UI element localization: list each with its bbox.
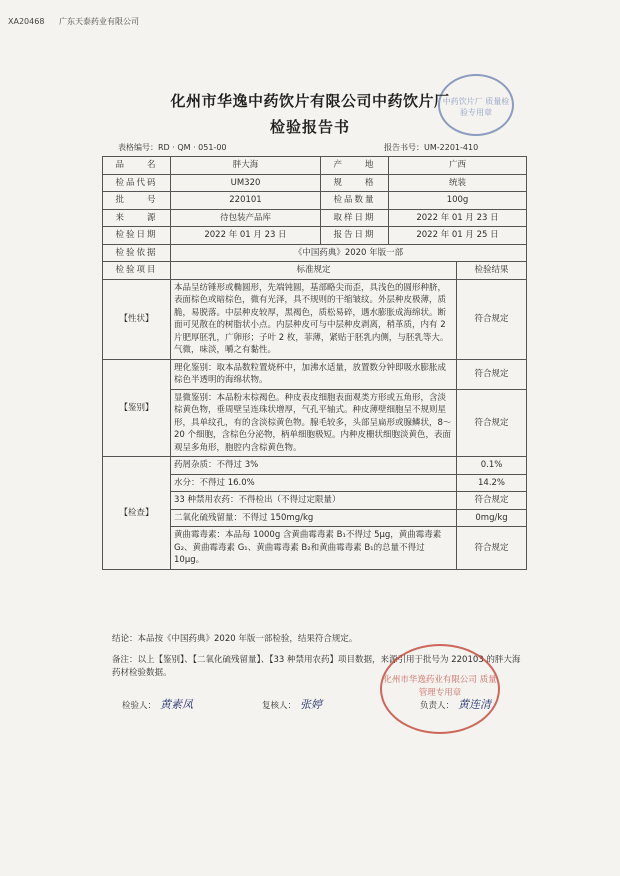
- so2-result: 0mg/kg: [457, 509, 527, 527]
- table-row: [103, 209, 527, 227]
- qty-label: 检品数量: [321, 192, 389, 210]
- col-result: 检验结果: [457, 262, 527, 280]
- exam-label: 【检查】: [103, 457, 171, 570]
- ident-label: 【鉴别】: [103, 359, 171, 457]
- top-mark-company: 广东天泰药业有限公司: [58, 17, 139, 26]
- source-label: 来 源: [103, 209, 171, 227]
- table-row: [103, 192, 527, 210]
- inspector-label: 检验人：: [122, 701, 157, 711]
- ident-physchem: 理化鉴别：取本品数粒置烧杯中，加沸水适量，放置数分钟即吸水膨胀成棕色半透明的海绵状物。: [171, 359, 457, 389]
- source-value: 待包装产品库: [171, 209, 321, 227]
- table-row: [103, 157, 527, 175]
- company-title: 化州市华逸中药饮片有限公司中药饮片厂: [170, 92, 450, 110]
- table-row: [103, 457, 527, 475]
- quality-stamp-bottom: 化州市华逸药业有限公司 质量管理专用章: [380, 644, 500, 734]
- responsible-signature: [420, 696, 491, 712]
- aflatoxin-standard: 黄曲霉毒素：本品每 1000g 含黄曲霉毒素 B₁不得过 5μg，黄曲霉毒素 G₂、黄曲霉毒素 G₁、黄曲霉毒素 B₂和黄曲霉毒素 B₁的总量不得过 10μg。: [171, 527, 457, 570]
- impurity-result: 0.1%: [457, 457, 527, 475]
- table-row: [103, 279, 527, 359]
- so2-standard: 二氧化硫残留量：不得过 150mg/kg: [171, 509, 457, 527]
- inspector-signature: [122, 696, 193, 712]
- responsible-name: 黄连清: [458, 698, 492, 711]
- aflatoxin-result: 符合规定: [457, 527, 527, 570]
- table-row: [103, 359, 527, 389]
- ident-physchem-result: 符合规定: [457, 359, 527, 389]
- top-mark-code: XA20468: [8, 17, 45, 26]
- report-date-value: 2022 年 01 月 25 日: [389, 227, 527, 245]
- qty-value: 100g: [389, 192, 527, 210]
- pesticide-standard: 33 种禁用农药：不得检出（不得过定限量）: [171, 492, 457, 510]
- code-value: UM320: [171, 174, 321, 192]
- table-row: [103, 174, 527, 192]
- form-number: 表格编号：RD · QM · 051-00: [118, 143, 227, 152]
- ident-micro-result: 符合规定: [457, 389, 527, 457]
- inspector-name: 黄素凤: [160, 698, 194, 711]
- table-header-row: [103, 262, 527, 280]
- sampling-label: 取样日期: [321, 209, 389, 227]
- doc-title: 检验报告书: [269, 118, 350, 136]
- table-row: [103, 244, 527, 262]
- product-label: 品 名: [103, 157, 171, 175]
- test-date-value: 2022 年 01 月 23 日: [171, 227, 321, 245]
- basis-label: 检验依据: [103, 244, 171, 262]
- quality-stamp-top: 中药饮片厂 质量检验专用章: [438, 74, 514, 136]
- col-standard: 标准规定: [171, 262, 457, 280]
- pesticide-result: 符合规定: [457, 492, 527, 510]
- appearance-text: 本品呈纺锤形或椭圆形，先端钝圆，基部略尖而歪，具浅色的圆形种脐，表面棕色或暗棕色，微有光泽，具不规则的干缩皱纹。外层种皮极薄，质脆，易脱落。中层种皮较厚，黑褐色，质松易碎，遇水膨胀成海绵状。断面可见散在的树脂状小点。内层种皮可与中层种皮剥离，稍革质，内有 2 片肥厚胚乳，广卵形；子叶 2 枚，菲薄，紧贴于胚乳内侧，与胚乳等大。气微，味淡，嚼之有黏性。: [171, 279, 457, 359]
- reviewer-signature: [262, 696, 322, 712]
- sampling-value: 2022 年 01 月 23 日: [389, 209, 527, 227]
- report-table: [102, 156, 527, 570]
- moisture-result: 14.2%: [457, 474, 527, 492]
- col-item: 检验项目: [103, 262, 171, 280]
- conclusion: 结论：本品按《中国药典》2020 年版一部检验，结果符合规定。: [112, 634, 358, 644]
- note: 备注：以上【鉴别】、【二氧化硫残留量】、【33 种禁用农药】项目数据，来源引用于批号为 220103 的胖大海药材检验数据。: [112, 655, 521, 678]
- reviewer-label: 复核人：: [262, 701, 297, 711]
- top-mark: [8, 16, 151, 27]
- batch-value: 220101: [171, 192, 321, 210]
- table-row: [103, 227, 527, 245]
- origin-value: 广西: [389, 157, 527, 175]
- spec-label: 规 格: [321, 174, 389, 192]
- batch-label: 批 号: [103, 192, 171, 210]
- reviewer-name: 张婷: [300, 698, 323, 711]
- moisture-standard: 水分：不得过 16.0%: [171, 474, 457, 492]
- origin-label: 产 地: [321, 157, 389, 175]
- appearance-result: 符合规定: [457, 279, 527, 359]
- spec-value: 统装: [389, 174, 527, 192]
- ident-micro: 显微鉴别：本品粉末棕褐色。种皮表皮细胞表面观类方形或五角形，含淡棕黄色物，垂周壁呈连珠状增厚，气孔平轴式。种皮薄壁细胞呈不规则星形，具单纹孔，有的含淡棕黄色物。腺毛较多，头部呈扁形或腺鳞状，8～20 个细胞，含棕色分泌物，柄单细胞极短。内种皮栅状细胞淡黄色，表面观呈多角形，胞腔内含棕黄色物。: [171, 389, 457, 457]
- basis-value: 《中国药典》2020 年版一部: [171, 244, 527, 262]
- report-date-label: 报告日期: [321, 227, 389, 245]
- appearance-label: 【性状】: [103, 279, 171, 359]
- responsible-label: 负责人：: [420, 701, 455, 711]
- impurity-standard: 药屑杂质：不得过 3%: [171, 457, 457, 475]
- test-date-label: 检验日期: [103, 227, 171, 245]
- code-label: 检品代码: [103, 174, 171, 192]
- product-value: 胖大海: [171, 157, 321, 175]
- report-number: 报告书号：UM-2201-410: [384, 143, 479, 152]
